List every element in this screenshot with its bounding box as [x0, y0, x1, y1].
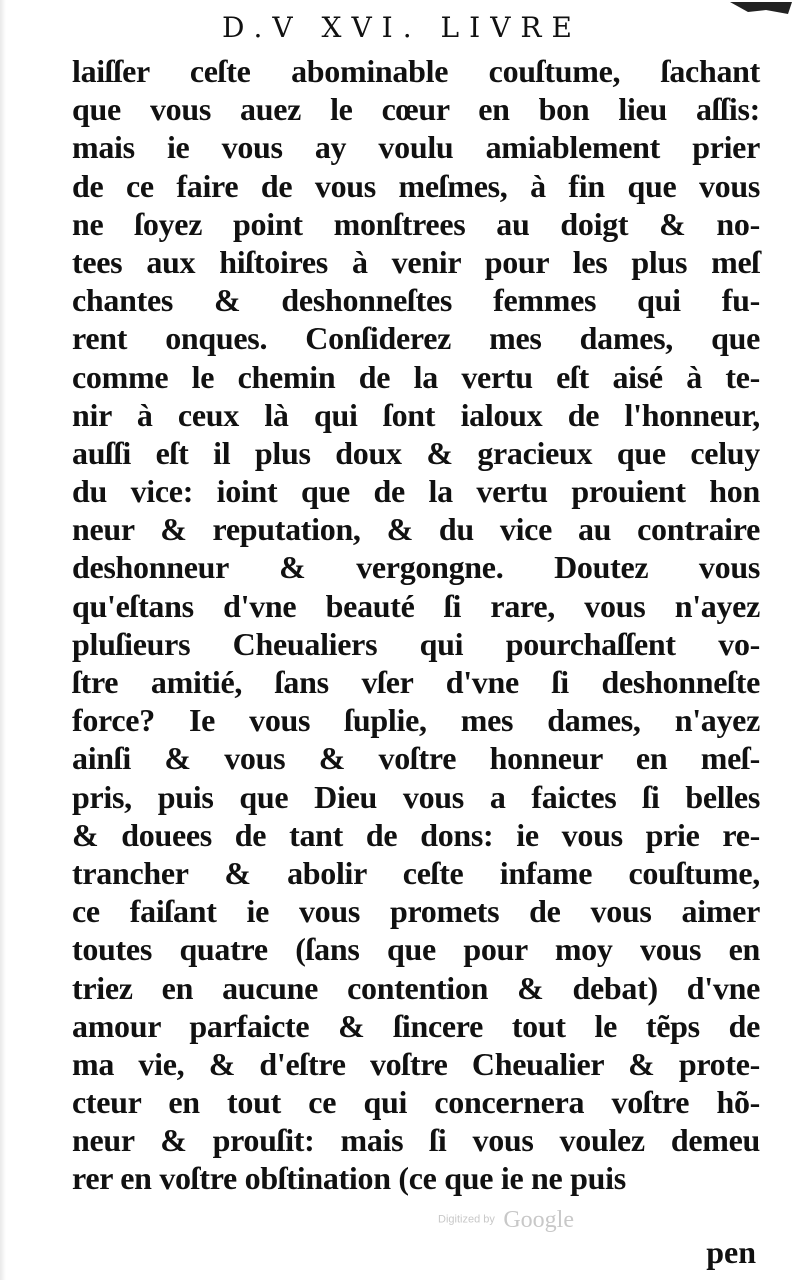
- text-line: qu'eſtans d'vne beauté ſi rare, vous n'ayez: [72, 587, 760, 624]
- text-line: rent onques. Conſiderez mes dames, que: [72, 320, 760, 357]
- digitization-watermark: [438, 1208, 574, 1232]
- text-line: tees aux hiſtoires à venir pour les plus meſ: [72, 243, 760, 280]
- text-line: ma vie, & d'eſtre voſtre Cheualier & prote-: [72, 1045, 760, 1082]
- catchword: pen: [706, 1234, 756, 1270]
- text-line: du vice: ioint que de la vertu prouient hon: [72, 473, 760, 510]
- text-line: ſtre amitié, ſans vſer d'vne ſi deshonneſte: [72, 664, 760, 700]
- text-line: deshonneur & vergongne. Doutez vous: [72, 549, 760, 586]
- text-line: de ce faire de vous meſmes, à fin que vous: [72, 167, 760, 204]
- text-line: neur & reputation, & du vice au contraire: [72, 511, 760, 548]
- text-line: pris, puis que Dieu vous a faictes ſi belles: [72, 778, 760, 815]
- running-head: D.V XVI. LIVRE: [222, 11, 582, 44]
- text-line: cteur en tout ce qui concernera voſtre hõ-: [72, 1084, 760, 1121]
- text-line: mais ie vous ay voulu amiablement prier: [72, 129, 760, 166]
- text-line: trancher & abolir ceſte infame couſtume,: [72, 854, 760, 891]
- text-line: rer en voſtre obſtination (ce que ie ne puis: [72, 1160, 626, 1197]
- body-text: [72, 52, 760, 1198]
- text-line: chantes & deshonneſtes femmes qui fu-: [72, 282, 760, 319]
- text-line: que vous auez le cœur en bon lieu aſſis:: [72, 91, 760, 128]
- text-line: & douees de tant de dons: ie vous prie re-: [72, 816, 760, 853]
- text-line: laiſſer ceſte abominable couſtume, ſachant: [72, 53, 760, 89]
- text-line: ce faiſant ie vous promets de vous aimer: [72, 893, 760, 930]
- text-line: ne ſoyez point monſtrees au doigt & no-: [72, 205, 760, 242]
- watermark-prefix: Digitized by: [438, 1213, 495, 1226]
- text-line: triez en aucune contention & debat) d'vne: [72, 969, 760, 1006]
- page-gutter-shadow: [0, 0, 6, 1280]
- text-line: amour parfaicte & ſincere tout le tẽps de: [72, 1007, 760, 1044]
- text-line: pluſieurs Cheualiers qui pourchaſſent vo-: [72, 625, 760, 662]
- text-line: toutes quatre (ſans que pour moy vous en: [72, 931, 760, 968]
- text-line: neur & prouſit: mais ſi vous voulez demeu: [72, 1122, 760, 1159]
- text-line: force? Ie vous ſuplie, mes dames, n'ayez: [72, 702, 760, 739]
- text-line: nir à ceux là qui ſont ialoux de l'honneur,: [72, 396, 760, 433]
- text-line: ainſi & vous & voſtre honneur en meſ-: [72, 740, 760, 777]
- text-line: comme le chemin de la vertu eſt aisé à te-: [72, 358, 760, 395]
- text-line: auſſi eſt il plus doux & gracieux que celuy: [72, 434, 760, 471]
- watermark-brand: Google: [503, 1207, 574, 1233]
